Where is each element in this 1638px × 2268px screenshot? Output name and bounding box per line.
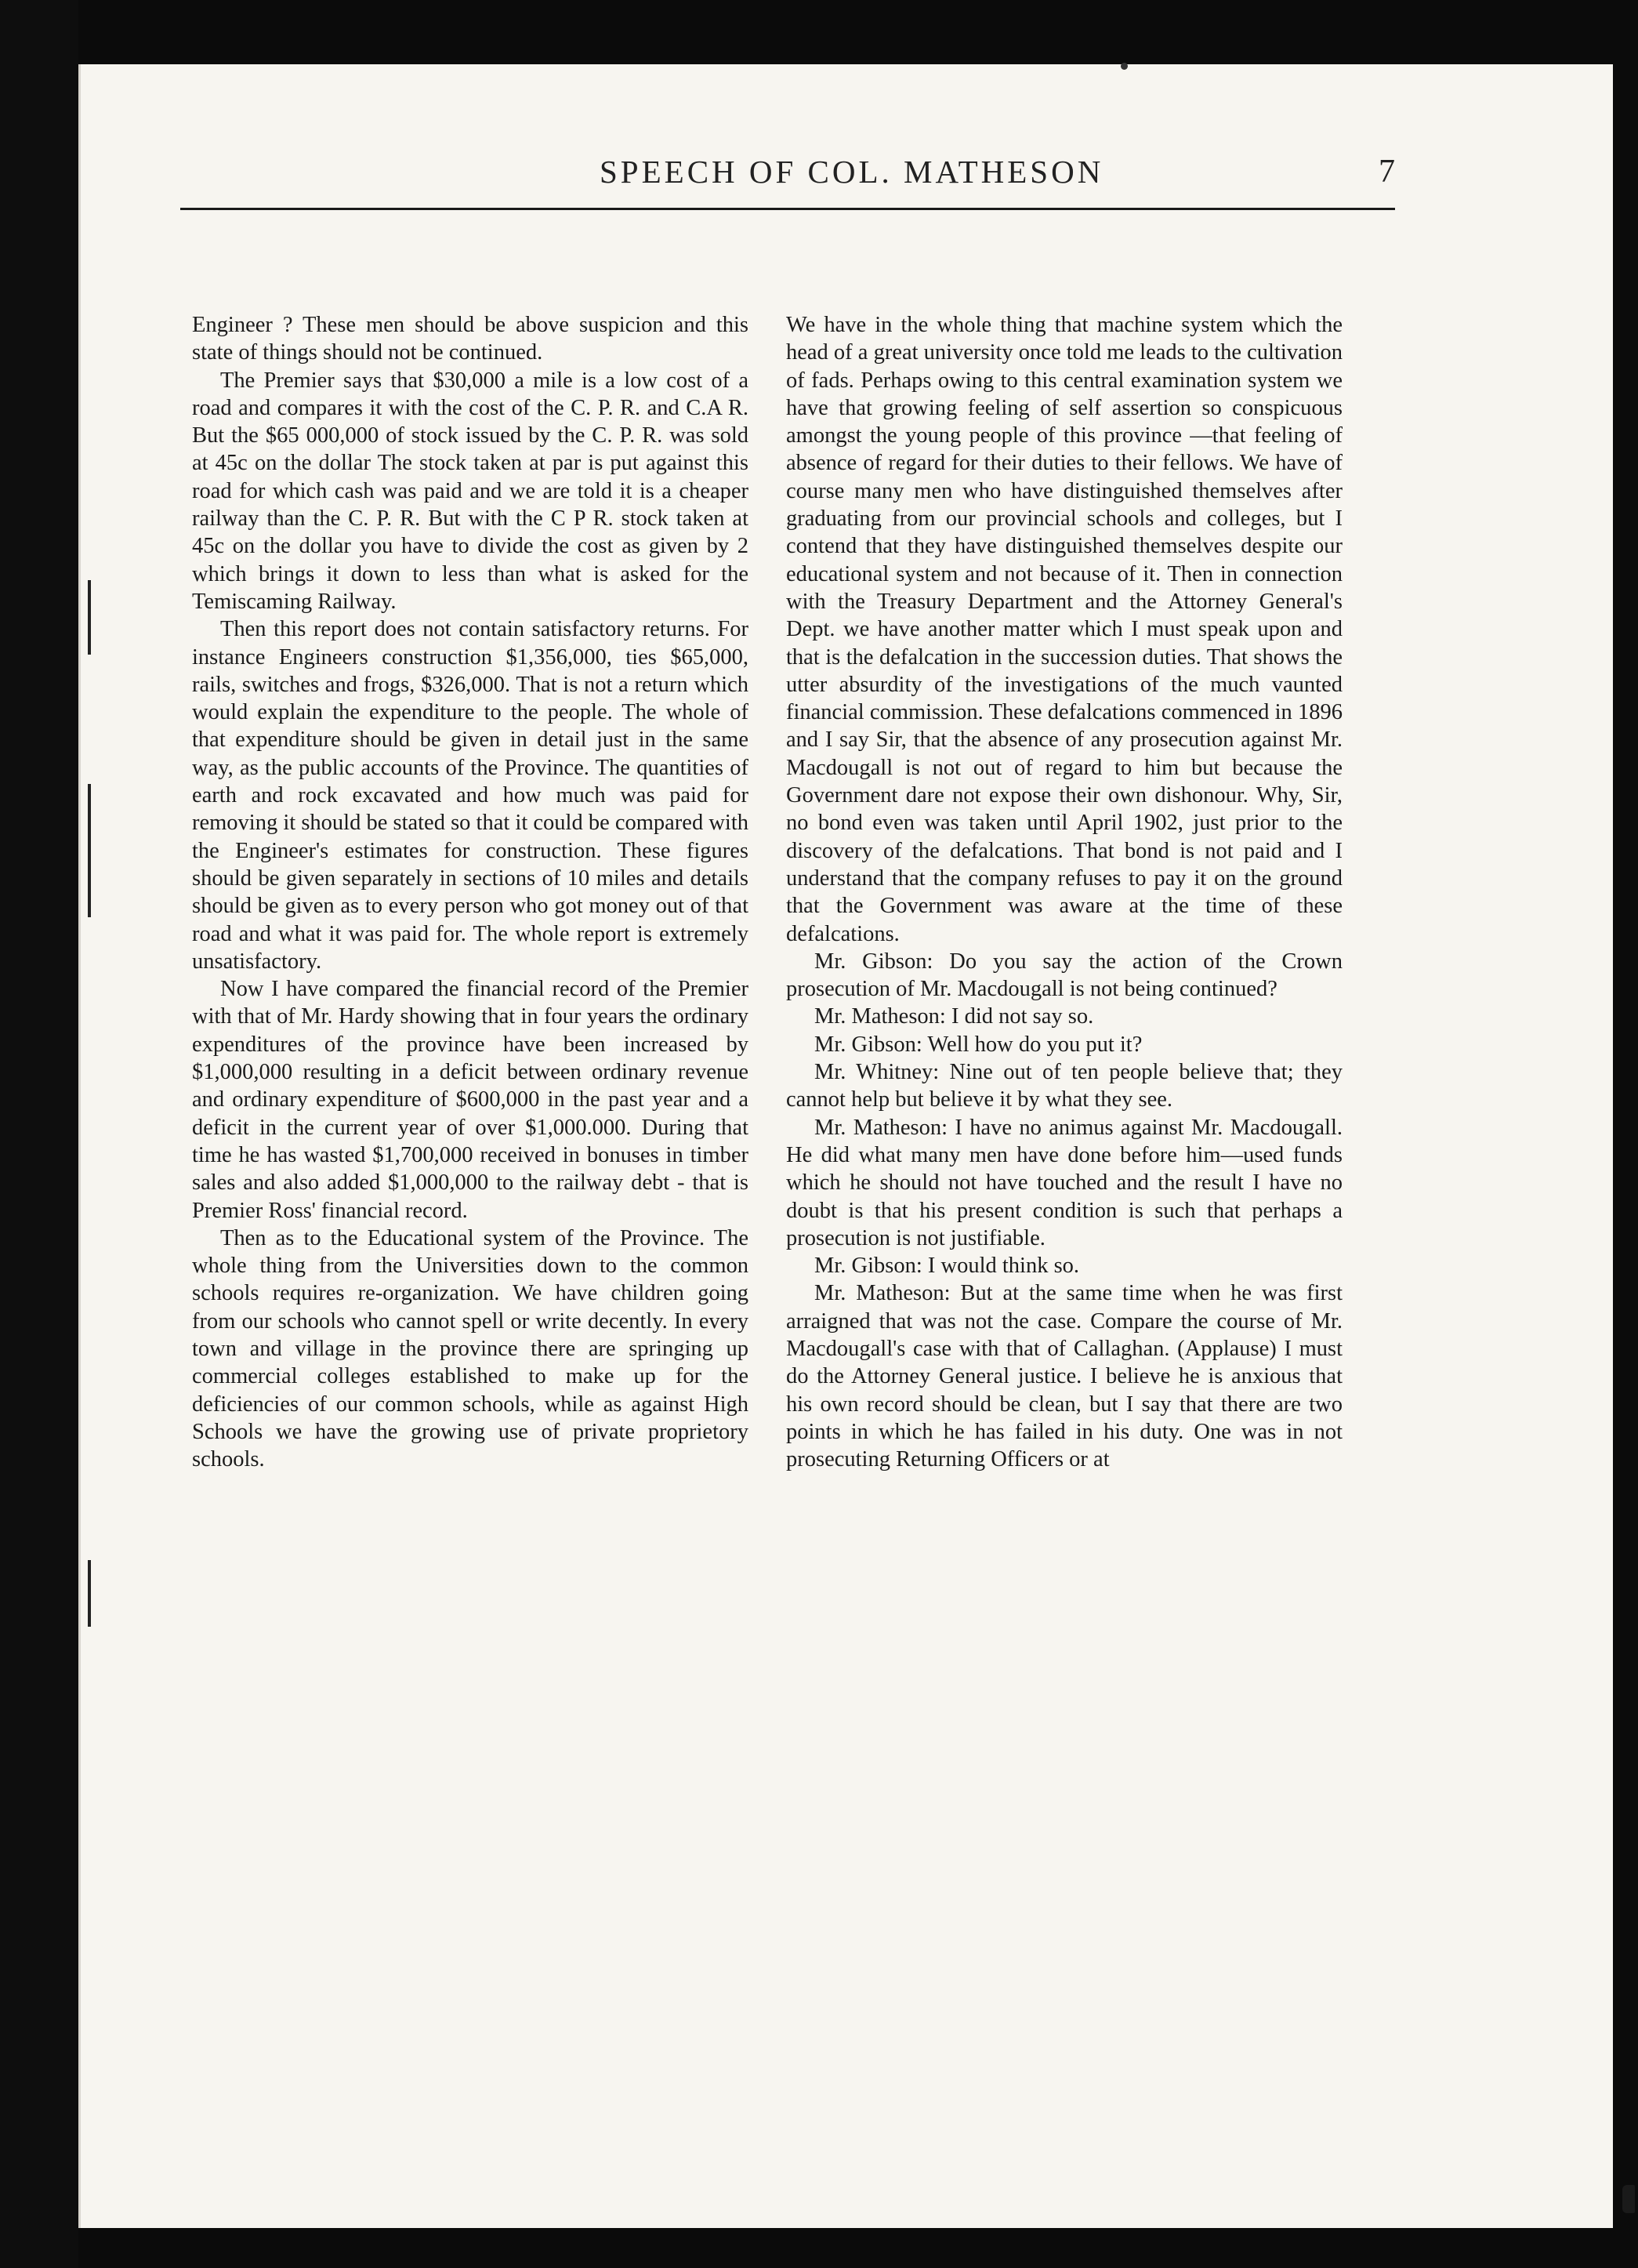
left-margin-dark <box>0 0 78 2268</box>
left-text-column <box>192 311 748 2146</box>
right-text-column <box>786 311 1343 2146</box>
paragraph: Mr. Gibson: Well how do you put it? <box>814 1032 1143 1057</box>
running-header <box>180 153 1395 210</box>
paragraph: Mr. Whitney: Nine out of ten people believe that; they cannot help but believe it by what they see. <box>786 1060 1343 1112</box>
paragraph: Mr. Gibson: Do you say the action of the Crown prosecution of Mr. Macdougall is not being continued? <box>786 949 1343 1002</box>
paragraph: Mr. Matheson: I did not say so. <box>814 1004 1094 1029</box>
paragraph: Mr. Matheson: I have no animus against Mr. Macdougall. He did what many men have done before him—used funds which he should not have touched and the result I have no doubt is that his present condition is such that perhaps a prosecution is not justifiable. <box>786 1115 1343 1250</box>
paragraph: Engineer ? These men should be above suspicion and this state of things should not be continued. <box>192 313 748 365</box>
paragraph: Mr. Matheson: But at the same time when he was first arraigned that was not the case. Compare the course of Mr. Macdougall's case with that of Callaghan. (Applause) I must do the Attorney General justice. I believe he is anxious that his own record should be clean, but I say that there are two points in which he has failed in his duty. One was in not prosecuting Returning Officers or at <box>786 1281 1343 1472</box>
binding-mark <box>88 784 91 917</box>
header-title: SPEECH OF COL. MATHESON <box>600 154 1104 190</box>
paragraph: Mr. Gibson: I would think so. <box>814 1254 1080 1279</box>
binding-mark <box>88 580 91 655</box>
paragraph: Then as to the Educational system of the Province. The whole thing from the Universities down to the common schools requires re-organization. We have children going from our schools who cannot spell or write decently. In every town and village in the province there are springing up commercial colleges established to make up for the deficiencies of our common schools, while as against High Schools we have the growing use of private proprietory schools. <box>192 1225 748 1472</box>
edge-mark <box>1622 2185 1635 2213</box>
paragraph: Now I have compared the financial record of the Premier with that of Mr. Hardy showing that in four years the ordinary expenditures of the province have been increased by $1,000,000 resulting in a deficit between ordinary revenue and ordinary expenditure of $600,000 in the past year and a deficit in the current year of over $1,000.000. During that time he has wasted $1,700,000 received in bonuses in timber sales and also added $1,000,000 to the railway debt - that is Premier Ross' financial record. <box>192 977 748 1223</box>
paragraph: The Premier says that $30,000 a mile is a low cost of a road and compares it with the cost of the C. P. R. and C.A R. But the $65 000,000 of stock issued by the C. P. R. was sold at 45c on the dollar The stock taken at par is put against this road for which cash was paid and we are told it is a cheaper railway than the C. P. R. But with the C P R. stock taken at 45c on the dollar you have to divide the cost as given by 2 which brings it down to less than what is asked for the Temiscaming Railway. <box>192 368 748 614</box>
page-number: 7 <box>1379 154 1395 190</box>
binding-mark <box>88 1560 91 1627</box>
ink-dot <box>1121 63 1128 70</box>
paragraph: We have in the whole thing that machine system which the head of a great university once told me leads to the cultivation of fads. Perhaps owing to this central examination system we have that growing feeling of self assertion so conspicuous amongst the young people of this province —that feeling of absence of regard for their duties to their fellows. We have of course many men who have distinguished themselves after graduating from our provincial schools and colleges, but I contend that they have distinguished themselves despite our educational system and not because of it. Then in connection with the Treasury Department and the Attorney General's Dept. we have another matter which I must speak upon and that is the defalcation in the succession duties. That shows the utter absurdity of the investigations of the much vaunted financial commission. These defalcations commenced in 1896 and I say Sir, that the absence of any prosecution against Mr. Macdougall is not out of regard to him but because the Government dare not expose their own dishonour. Why, Sir, no bond even was taken until April 1902, just prior to the discovery of the defalcations. That bond is not paid and I understand that the company refuses to pay it on the ground that the Government was aware at the time of these defalcations. <box>786 313 1343 946</box>
paragraph: Then this report does not contain satisfactory returns. For instance Engineers construction $1,356,000, ties $65,000, rails, switches and frogs, $326,000. That is not a return which would explain the expenditure to the people. The whole of that expenditure should be given in detail just in the same way, as the public accounts of the Province. The quantities of earth and rock excavated and how much was paid for removing it should be stated so that it could be compared with the Engineer's estimates for construction. These figures should be given separately in sections of 10 miles and details should be given as to every person who got money out of that road and what it was paid for. The whole report is extremely unsatisfactory. <box>192 617 748 974</box>
